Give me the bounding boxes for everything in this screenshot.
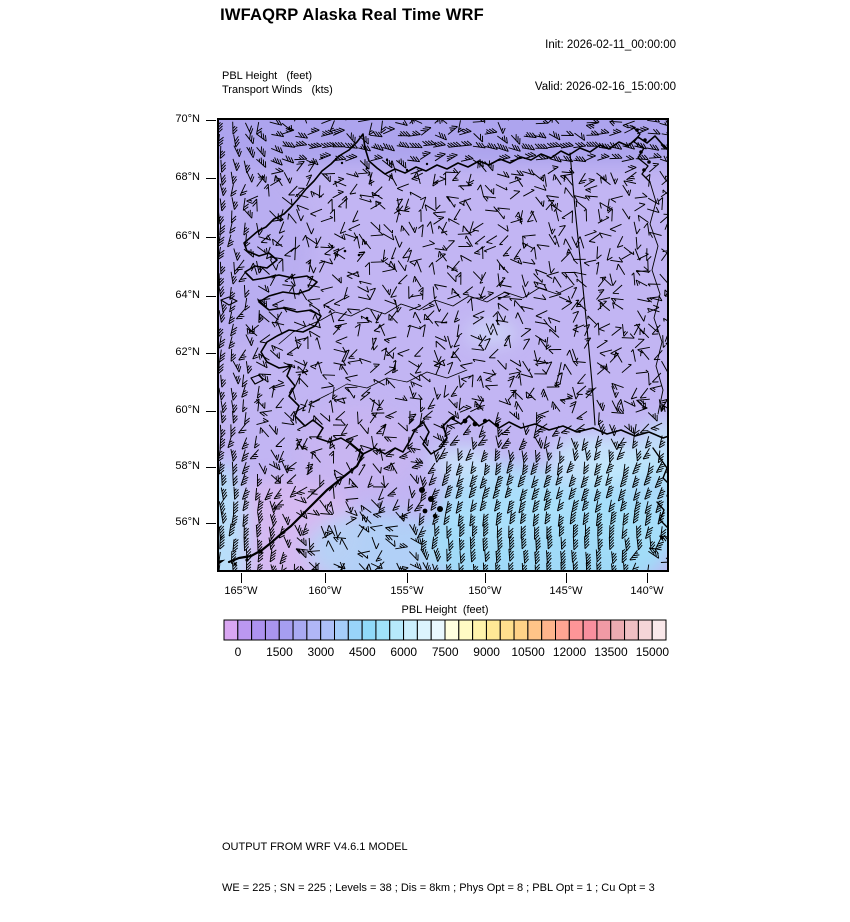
lat-tick-label: 68°N bbox=[175, 171, 200, 183]
colorbar bbox=[223, 619, 667, 641]
colorbar-cell bbox=[417, 620, 431, 640]
colorbar-cell bbox=[638, 620, 652, 640]
lat-tick bbox=[206, 296, 216, 297]
lon-tick-label: 145°W bbox=[549, 585, 583, 597]
colorbar-cell bbox=[583, 620, 597, 640]
lon-tick bbox=[241, 573, 242, 583]
lat-tick bbox=[206, 178, 216, 179]
panhandle-islands-3 bbox=[673, 514, 678, 534]
colorbar-cell bbox=[597, 620, 611, 640]
lon-tick-label: 155°W bbox=[390, 585, 424, 597]
lat-tick bbox=[206, 120, 216, 121]
lat-tick-label: 60°N bbox=[175, 404, 200, 416]
colorbar-tick-label: 10500 bbox=[511, 645, 545, 659]
colorbar-cell bbox=[459, 620, 473, 640]
init-time: Init: 2026-02-11_00:00:00 bbox=[545, 39, 676, 51]
colorbar-cell bbox=[293, 620, 307, 640]
lat-tick bbox=[206, 237, 216, 238]
footer-line2: WE = 225 ; SN = 225 ; Levels = 38 ; Dis = 8km ; Phys Opt = 8 ; PBL Opt = 1 ; Cu Opt = 3 bbox=[222, 881, 655, 894]
colorbar-cell bbox=[486, 620, 500, 640]
colorbar-cell bbox=[335, 620, 349, 640]
valid-time: Valid: 2026-02-16_15:00:00 bbox=[534, 81, 676, 93]
colorbar-tick-label: 15000 bbox=[635, 645, 670, 659]
lat-tick bbox=[206, 523, 216, 524]
lon-tick bbox=[647, 573, 648, 583]
colorbar-tick-label: 0 bbox=[234, 645, 242, 659]
colorbar-cell bbox=[625, 620, 639, 640]
lat-tick-label: 62°N bbox=[175, 346, 200, 358]
colorbar-cell bbox=[652, 620, 666, 640]
colorbar-cell bbox=[569, 620, 583, 640]
colorbar-cell bbox=[556, 620, 570, 640]
winds-label: Transport Winds (kts) bbox=[222, 84, 333, 96]
colorbar-tick-label: 3000 bbox=[307, 645, 335, 659]
lat-tick bbox=[206, 411, 216, 412]
colorbar-cell bbox=[528, 620, 542, 640]
lat-tick-label: 66°N bbox=[175, 230, 200, 242]
colorbar-tick-label: 4500 bbox=[348, 645, 376, 659]
plot-title: IWFAQRP Alaska Real Time WRF bbox=[220, 6, 484, 24]
colorbar-tick-label: 13500 bbox=[594, 645, 628, 659]
lat-tick-label: 64°N bbox=[175, 289, 200, 301]
colorbar-cell bbox=[445, 620, 459, 640]
colorbar-cell bbox=[514, 620, 528, 640]
colorbar-cell bbox=[224, 620, 238, 640]
colorbar-cell bbox=[611, 620, 625, 640]
lat-tick bbox=[206, 353, 216, 354]
colorbar-cell bbox=[473, 620, 487, 640]
init-valid-times bbox=[535, 10, 676, 122]
field-label: PBL Height (feet) bbox=[222, 70, 313, 82]
colorbar-cell bbox=[321, 620, 335, 640]
colorbar-cell bbox=[348, 620, 362, 640]
colorbar-cell bbox=[362, 620, 376, 640]
lon-tick bbox=[485, 573, 486, 583]
lon-tick-label: 165°W bbox=[224, 585, 258, 597]
lon-tick bbox=[325, 573, 326, 583]
colorbar-cell bbox=[404, 620, 418, 640]
lon-tick-label: 160°W bbox=[308, 585, 342, 597]
footer-line1: OUTPUT FROM WRF V4.6.1 MODEL bbox=[222, 841, 408, 853]
map-canvas bbox=[217, 118, 669, 572]
colorbar-cell bbox=[500, 620, 514, 640]
lon-tick-label: 150°W bbox=[468, 585, 502, 597]
lat-tick-label: 58°N bbox=[175, 460, 200, 472]
colorbar-cell bbox=[376, 620, 390, 640]
colorbar-cell bbox=[238, 620, 252, 640]
colorbar-cell bbox=[307, 620, 321, 640]
colorbar-cell bbox=[542, 620, 556, 640]
colorbar-cell bbox=[265, 620, 279, 640]
colorbar-cell bbox=[279, 620, 293, 640]
colorbar-title: PBL Height (feet) bbox=[401, 604, 489, 616]
colorbar-cell bbox=[252, 620, 266, 640]
colorbar-tick-label: 7500 bbox=[431, 645, 459, 659]
colorbar-tick-label: 12000 bbox=[552, 645, 587, 659]
footer-notes bbox=[222, 814, 655, 922]
colorbar-cell bbox=[390, 620, 404, 640]
colorbar-tick-label: 6000 bbox=[390, 645, 418, 659]
colorbar-cell bbox=[431, 620, 445, 640]
lon-tick bbox=[566, 573, 567, 583]
lat-tick-label: 70°N bbox=[175, 113, 200, 125]
lon-tick-label: 140°W bbox=[630, 585, 664, 597]
colorbar-tick-label: 1500 bbox=[266, 645, 293, 659]
lat-tick bbox=[206, 467, 216, 468]
lon-tick bbox=[407, 573, 408, 583]
lat-tick-label: 56°N bbox=[175, 516, 200, 528]
colorbar-tick-label: 9000 bbox=[473, 645, 500, 659]
